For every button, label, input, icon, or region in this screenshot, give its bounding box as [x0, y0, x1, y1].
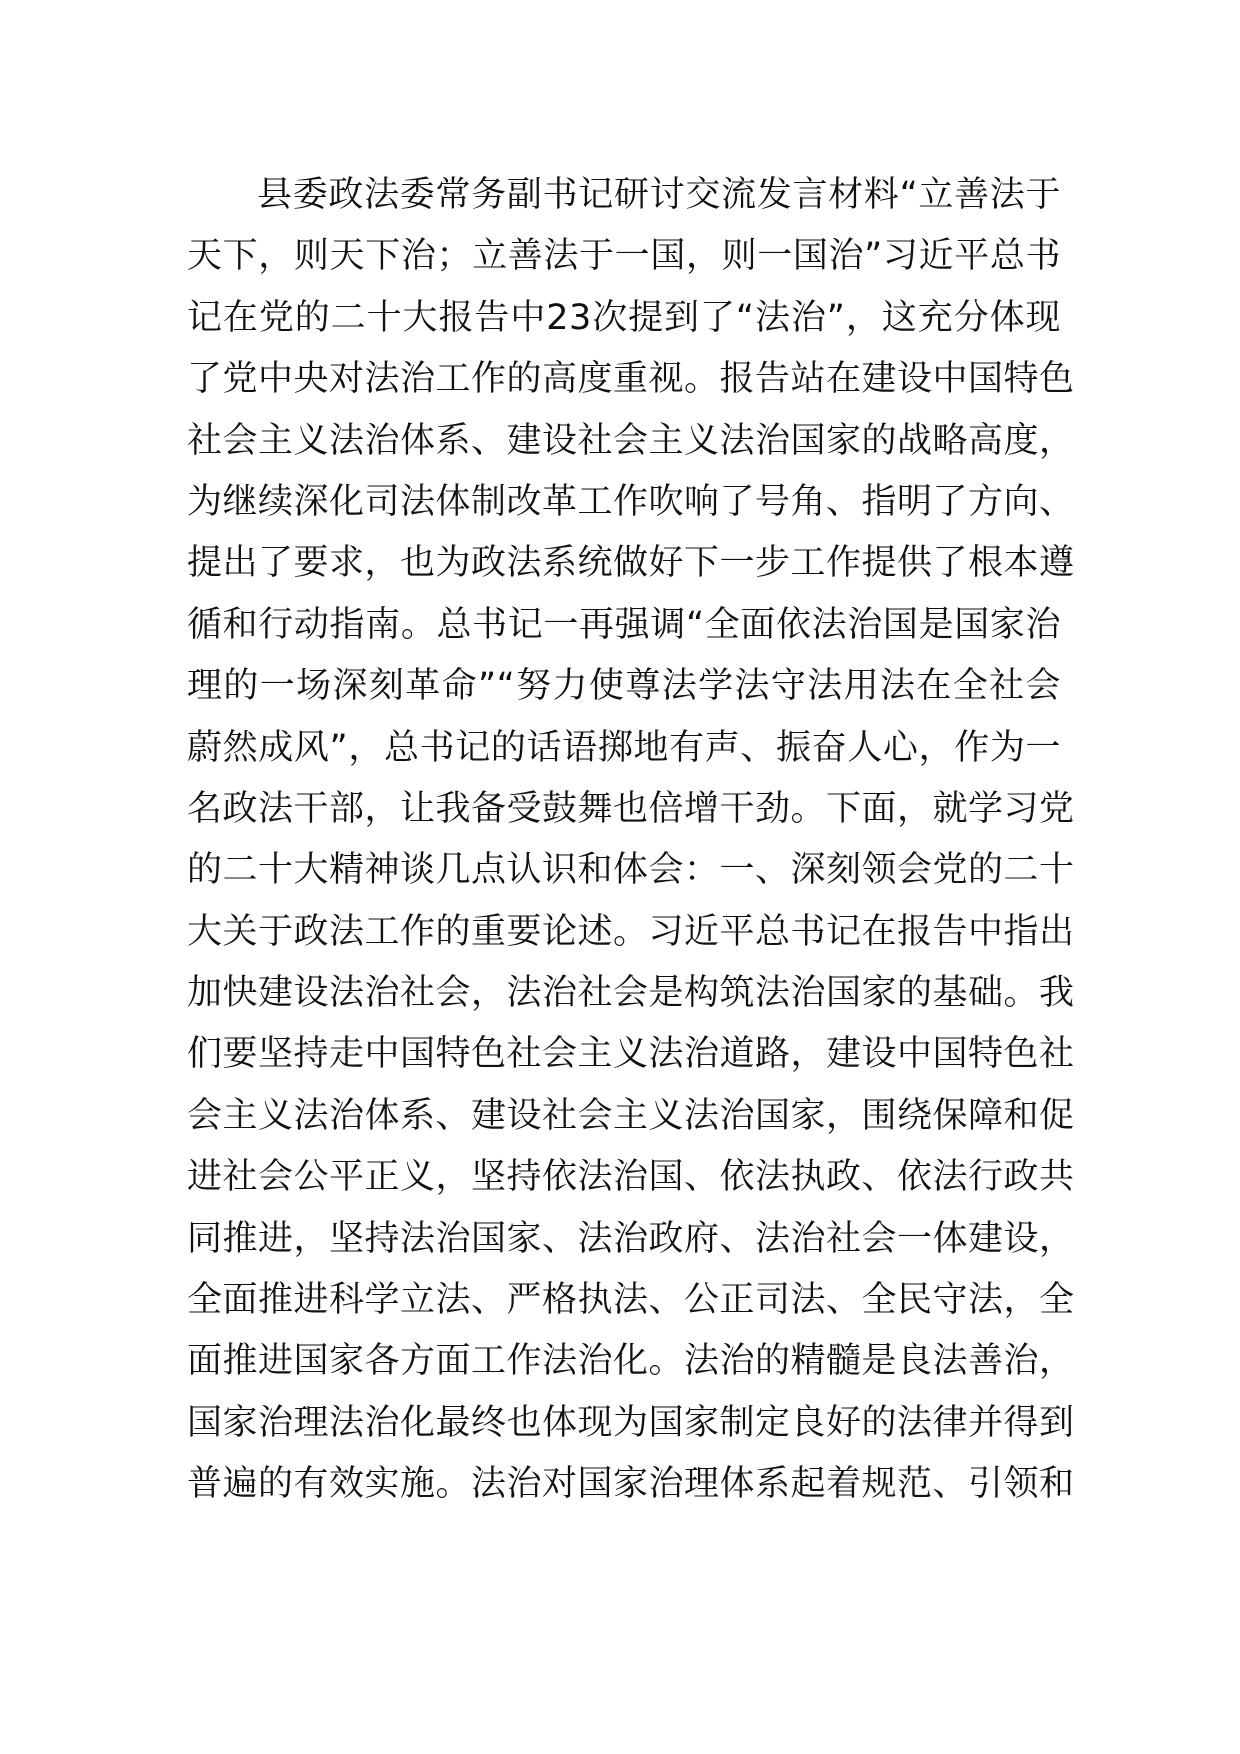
text-line: 理的一场深刻革命”“努力使尊法学法守法用法在全社会 [187, 666, 1061, 707]
text-line: 社会主义法治体系、建设社会主义法治国家的战略高度， [187, 420, 1075, 461]
text-line: 会主义法治体系、建设社会主义法治国家，围绕保障和促 [187, 1095, 1075, 1136]
text-line: 面推进国家各方面工作法治化。法治的精髓是良法善治， [187, 1341, 1075, 1382]
text-line: 循和行动指南。总书记一再强调“全面依法治国是国家治 [187, 604, 1061, 645]
text-line: 加快建设法治社会，法治社会是构筑法治国家的基础。我 [187, 973, 1075, 1014]
text-line: 提出了要求，也为政法系统做好下一步工作提供了根本遵 [187, 543, 1075, 584]
text-line: 蔚然成风”，总书记的话语掷地有声、振奋人心，作为一 [187, 727, 1061, 768]
text-line: 国家治理法治化最终也体现为国家制定良好的法律并得到 [187, 1402, 1075, 1443]
text-line: 普遍的有效实施。法治对国家治理体系起着规范、引领和 [187, 1464, 1075, 1505]
text-line: 的二十大精神谈几点认识和体会：一、深刻领会党的二十 [187, 850, 1075, 891]
body-text [187, 165, 1075, 1516]
text-line: 大关于政法工作的重要论述。习近平总书记在报告中指出 [187, 911, 1075, 952]
text-line: 为继续深化司法体制改革工作吹响了号角、指明了方向、 [187, 481, 1075, 522]
text-line: 了党中央对法治工作的高度重视。报告站在建设中国特色 [187, 359, 1075, 400]
text-line: 名政法干部，让我备受鼓舞也倍增干劲。下面，就学习党 [187, 788, 1075, 829]
text-line: 天下，则天下治；立善法于一国，则一国治”习近平总书 [187, 236, 1061, 277]
text-line: 记在党的二十大报告中23次提到了“法治”，这充分体现 [187, 297, 1061, 338]
text-line: 们要坚持走中国特色社会主义法治道路，建设中国特色社 [187, 1034, 1075, 1075]
text-line: 进社会公平正义，坚持依法治国、依法执政、依法行政共 [187, 1157, 1075, 1198]
text-line: 全面推进科学立法、严格执法、公正司法、全民守法，全 [187, 1280, 1075, 1321]
text-line: 同推进，坚持法治国家、法治政府、法治社会一体建设， [187, 1218, 1075, 1259]
text-line: 县委政法委常务副书记研讨交流发言材料“立善法于 [257, 175, 1061, 215]
